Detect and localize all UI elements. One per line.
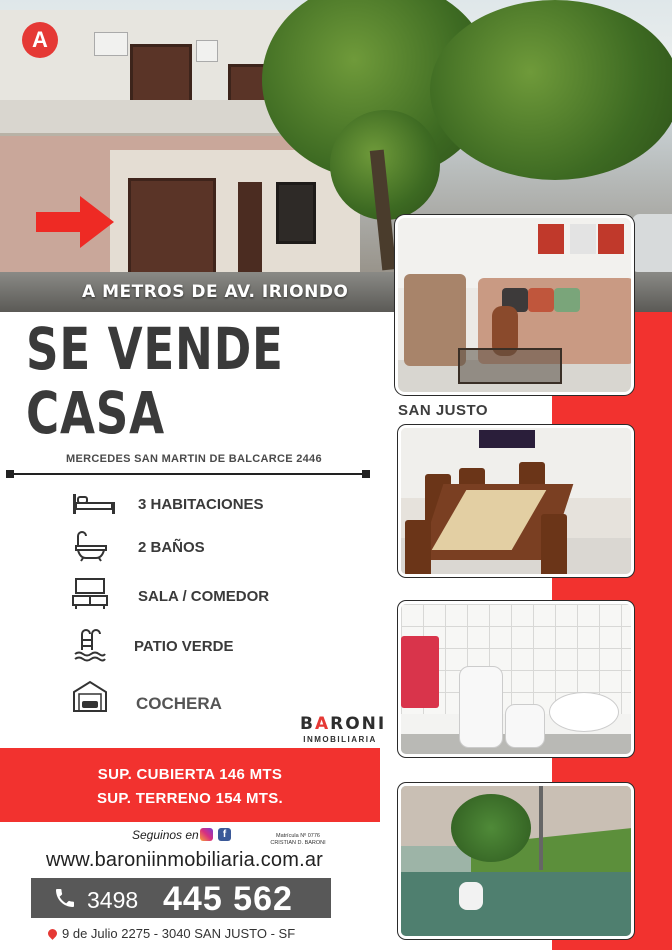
garage-icon <box>72 680 108 712</box>
phone-bar[interactable] <box>31 878 331 918</box>
surface-box <box>0 748 380 822</box>
bed-icon <box>72 490 116 516</box>
license-text: Matrícula Nº 0776 CRISTIAN D. BARONI <box>270 833 326 846</box>
divider <box>8 473 368 475</box>
office-address: 9 de Julio 2275 - 3040 SAN JUSTO - SF <box>48 926 295 941</box>
instagram-icon[interactable] <box>200 828 213 841</box>
location-pin-icon <box>46 927 59 940</box>
dining-room-photo <box>398 425 634 577</box>
covered-surface: SUP. CUBIERTA 146 MTS <box>97 766 283 783</box>
land-surface: SUP. TERRENO 154 MTS. <box>96 790 284 807</box>
website-link[interactable]: www.baroniinmobiliaria.com.ar <box>46 849 324 871</box>
facebook-icon[interactable]: f <box>218 828 231 841</box>
tv-stand-icon <box>72 578 108 610</box>
phone-icon <box>53 886 77 910</box>
brand-logo-icon: A <box>22 22 58 58</box>
hero-caption: A METROS DE AV. IRIONDO <box>82 282 349 302</box>
city-label: SAN JUSTO <box>398 402 489 419</box>
headline-line-1: SE VENDE <box>26 315 284 383</box>
living-room-photo <box>395 215 634 395</box>
baroni-logo: BARONI INMOBILIARIA <box>300 714 387 744</box>
pool-ladder-icon <box>74 628 106 664</box>
patio-photo <box>398 783 634 939</box>
phone-number: 445 562 <box>163 880 293 918</box>
follow-text: Seguinos en <box>132 828 199 842</box>
arrow-right-icon <box>36 196 114 248</box>
bathroom-photo <box>398 601 634 757</box>
bathtub-icon <box>74 530 108 562</box>
phone-prefix: 3498 <box>87 887 139 913</box>
property-address: MERCEDES SAN MARTIN DE BALCARCE 2446 <box>66 453 322 465</box>
headline-line-2: CASA <box>26 379 165 447</box>
